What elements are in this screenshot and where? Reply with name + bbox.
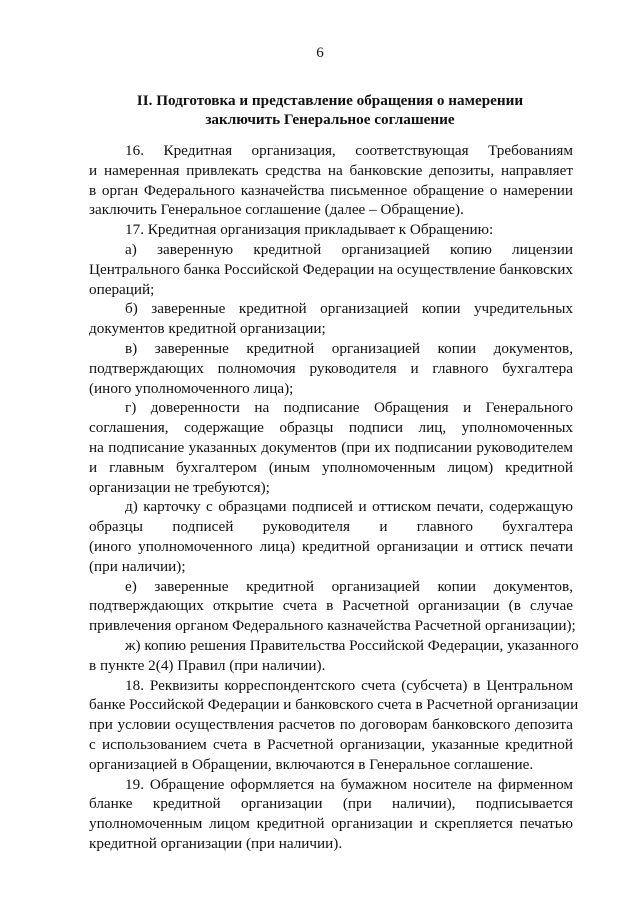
text-line: и намеренная привлекать средства на банковские депозиты, направляет	[89, 161, 573, 179]
text-line: документов кредитной организации;	[89, 320, 326, 338]
text-line: при условии осуществления расчетов по договорам банковского депозита	[89, 716, 573, 734]
text-line: бланке кредитной организации (при наличии), подписывается	[89, 795, 573, 813]
text-line: уполномоченным лицом кредитной организации и скрепляется печатью	[89, 815, 573, 833]
text-line: 18. Реквизиты корреспондентского счета (субсчета) в Центральном	[125, 676, 573, 694]
text-line: ж) копию решения Правительства Российской Федерации, указанного	[125, 636, 579, 654]
text-line: соглашения, содержащие образцы подписи лиц, уполномоченных	[89, 419, 573, 437]
text-line: с использованием счета в Расчетной организации, указанные кредитной	[89, 735, 573, 753]
section-heading-line: заключить Генеральное соглашение	[205, 111, 455, 128]
text-line: д) карточку с образцами подписей и оттиском печати, содержащую	[125, 498, 573, 516]
text-line: и главным бухгалтером (иным уполномоченным лицом) кредитной	[89, 458, 573, 476]
text-line: е) заверенные кредитной организацией копии документов,	[125, 577, 573, 595]
text-line: г) доверенности на подписание Обращения и Генерального	[125, 399, 573, 417]
text-line: в пункте 2(4) Правил (при наличии).	[89, 656, 326, 674]
text-line: образцы подписей руководителя и главного бухгалтера	[89, 518, 573, 536]
text-line: банке Российской Федерации и банковского счета в Расчетной организации	[89, 696, 579, 714]
text-line: Центрального банка Российской Федерации на осуществление банковских	[89, 260, 573, 278]
document-body	[89, 141, 579, 854]
text-line: подтверждающих открытие счета в Расчетной организации (в случае	[89, 597, 573, 615]
text-line: операций;	[89, 280, 155, 298]
text-line: кредитной организации (при наличии).	[89, 834, 343, 852]
text-line: 19. Обращение оформляется на бумажном носителе на фирменном	[125, 775, 573, 793]
section-heading	[110, 91, 550, 129]
text-line: подтверждающих полномочия руководителя и главного бухгалтера	[89, 359, 573, 377]
text-line: б) заверенные кредитной организацией копии учредительных	[125, 300, 573, 318]
text-line: (иного уполномоченного лица);	[89, 379, 294, 397]
text-line: (иного уполномоченного лица) кредитной организации и оттиск печати	[89, 537, 573, 555]
text-line: организацией в Обращении, включаются в Генеральное соглашение.	[89, 755, 534, 773]
text-line: привлечения органом Федерального казначейства Расчетной организации);	[89, 617, 576, 635]
text-line: заключить Генеральное соглашение (далее – Обращение).	[89, 201, 464, 219]
text-line: в) заверенные кредитной организацией копии документов,	[125, 339, 573, 357]
section-heading-line: II. Подготовка и представление обращения о намерении	[136, 92, 524, 109]
text-line: 17. Кредитная организация прикладывает к Обращению:	[125, 221, 494, 239]
text-line: 16. Кредитная организация, соответствующая Требованиям	[125, 142, 573, 159]
text-line: а) заверенную кредитной организацией копию лицензии	[125, 240, 573, 258]
text-line: (при наличии);	[89, 557, 186, 575]
text-line: организации не требуются);	[89, 478, 270, 496]
text-line: в орган Федерального казначейства письменное обращение о намерении	[89, 181, 573, 199]
page-number: 6	[316, 45, 324, 61]
text-line: на подписание указанных документов (при их подписании руководителем	[89, 438, 573, 456]
